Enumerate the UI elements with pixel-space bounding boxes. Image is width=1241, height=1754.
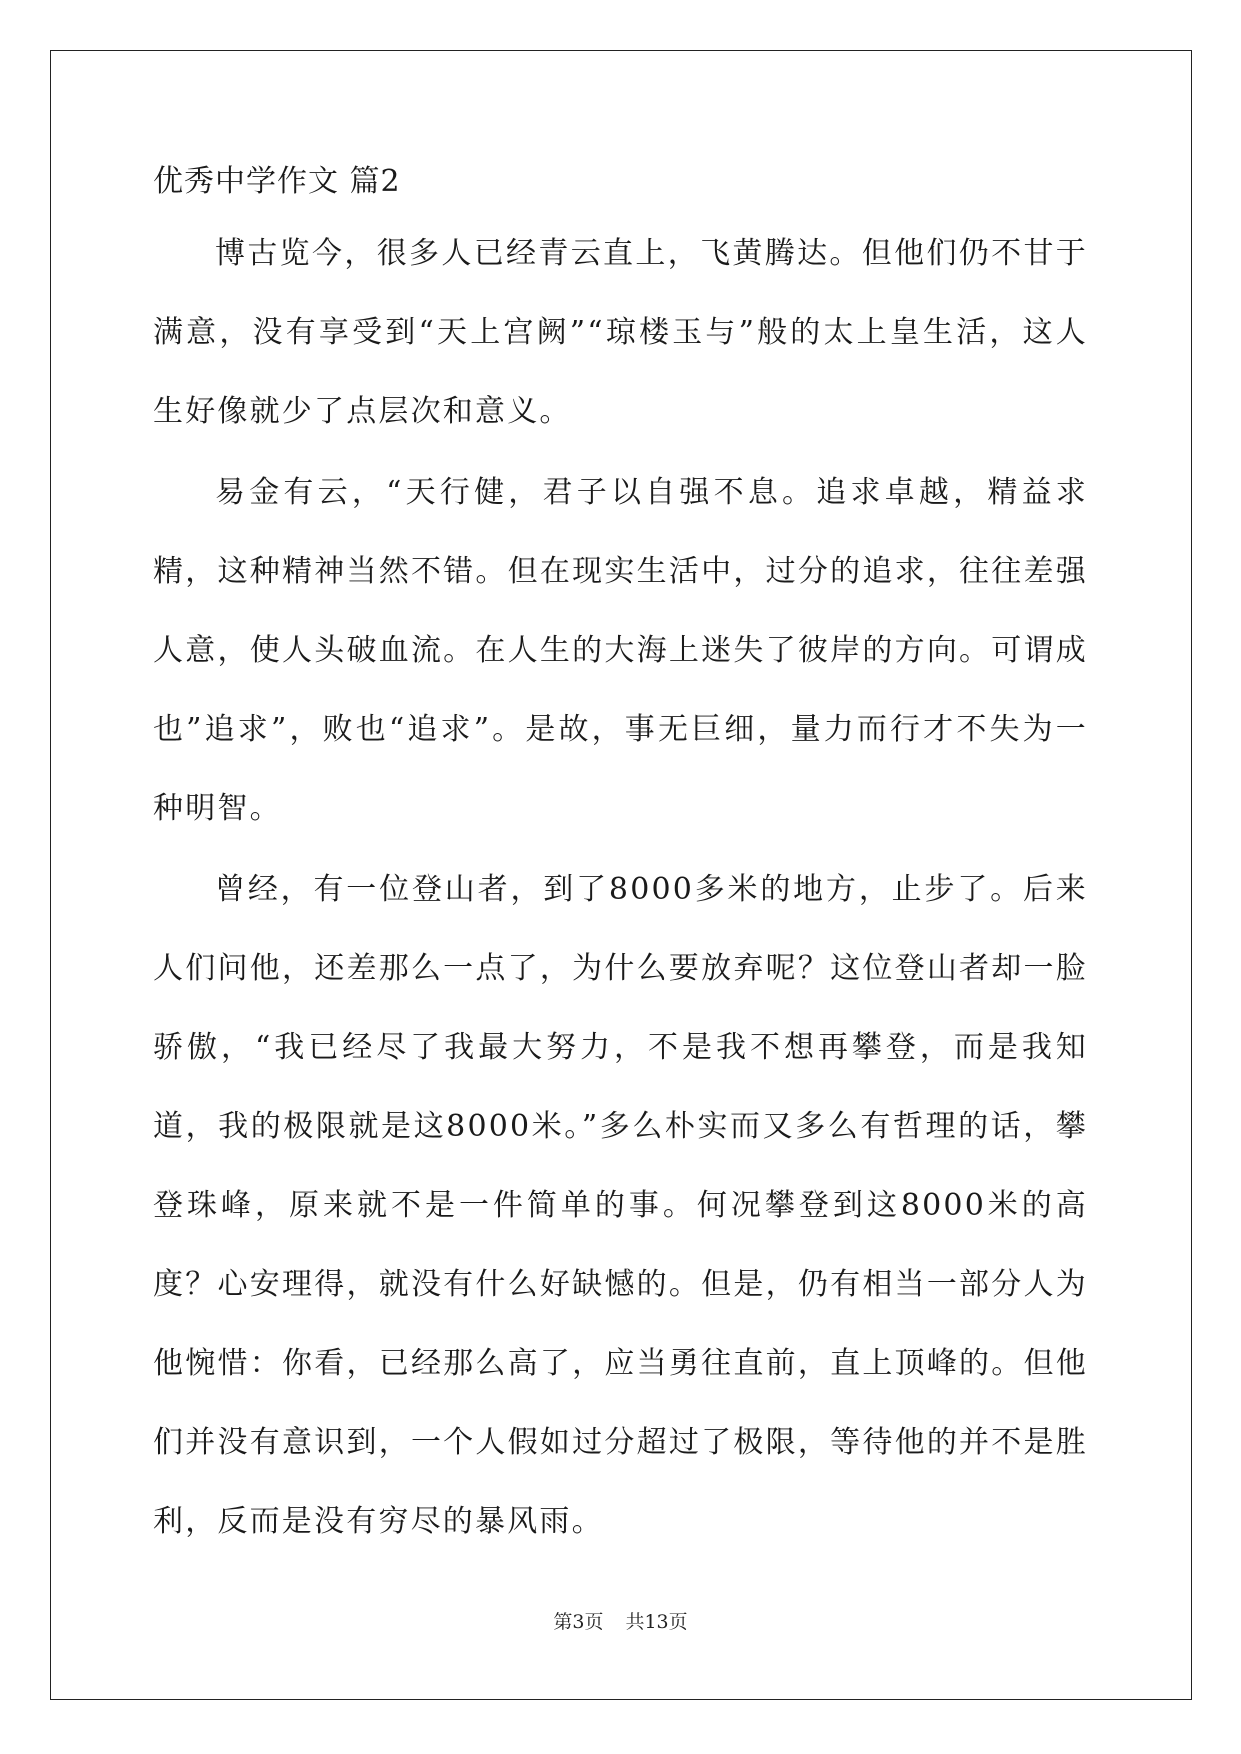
page-footer (0, 1610, 1241, 1634)
page-number: 第3页 (553, 1611, 604, 1633)
paragraph-2: 易金有云，“天行健，君子以自强不息。追求卓越，精益求精，这种精神当然不错。但在现实生活中，过分的追求，往往差强人意，使人头破血流。在人生的大海上迷失了彼岸的方向。可谓成也”追求”，败也“追求”。是故，事无巨细，量力而行才不失为一种明智。 (153, 475, 1088, 826)
paragraph-3: 曾经，有一位登山者，到了8000多米的地方，止步了。后来人们问他，还差那么一点了，为什么要放弃呢？这位登山者却一脸骄傲，“我已经尽了我最大努力，不是我不想再攀登，而是我知道，我的极限就是这8000米。”多么朴实而又多么有哲理的话，攀登珠峰，原来就不是一件简单的事。何况攀登到这8000米的高度？心安理得，就没有什么好缺憾的。但是，仍有相当一部分人为他惋惜：你看，已经那么高了，应当勇往直前，直上顶峰的。但他们并没有意识到，一个人假如过分超过了极限，等待他的并不是胜利，反而是没有穷尽的暴风雨。 (153, 872, 1088, 1539)
document-body (153, 162, 1088, 1561)
paragraph-1: 博古览今，很多人已经青云直上，飞黄腾达。但他们仍不甘于满意，没有享受到“天上宫阙”“琼楼玉与”般的太上皇生活，这人生好像就少了点层次和意义。 (153, 236, 1088, 429)
page-total: 共13页 (625, 1611, 688, 1633)
essay-heading: 优秀中学作文 篇2 (153, 164, 401, 199)
